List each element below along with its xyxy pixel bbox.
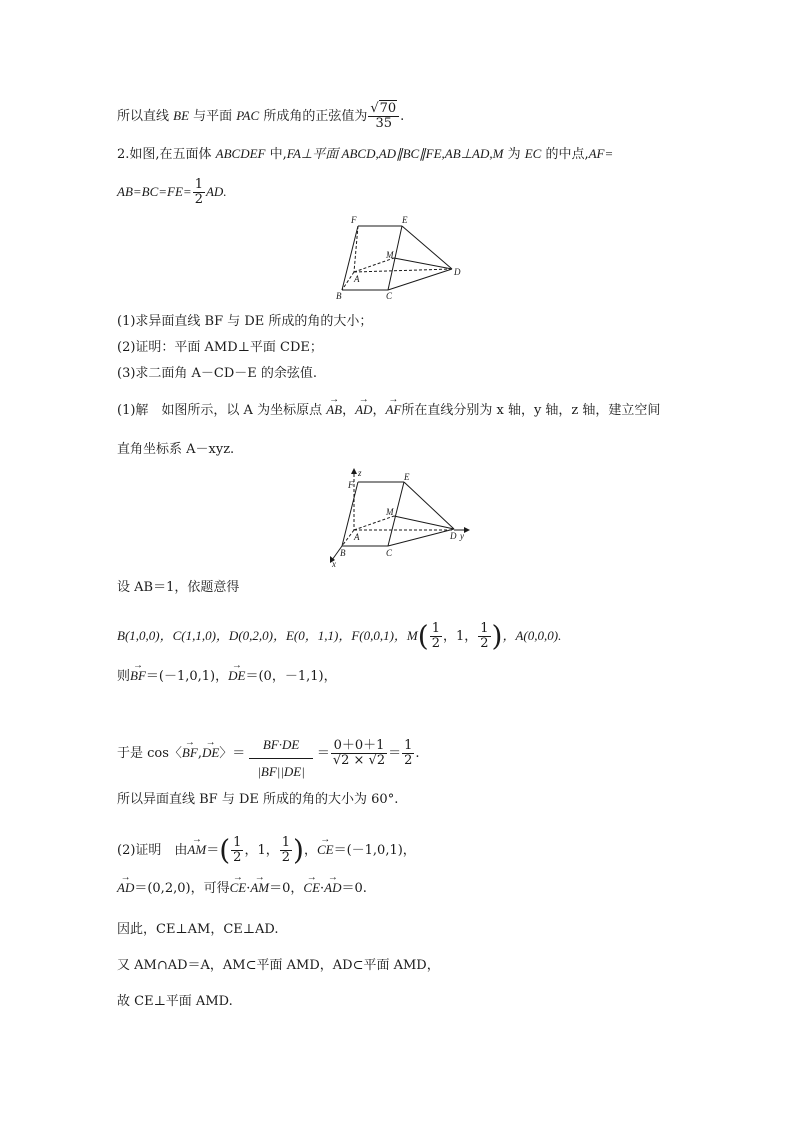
vector: → BF <box>130 668 146 684</box>
text: ＝ <box>206 843 220 858</box>
text: (1)解 如图所示，以 A 为坐标原点 <box>117 403 327 418</box>
conclusion-line-prev <box>117 102 404 131</box>
fraction <box>331 739 387 768</box>
fraction <box>193 178 205 207</box>
fraction <box>280 836 292 865</box>
denominator: 35 <box>375 116 393 131</box>
figure-coordinate-system <box>322 468 482 568</box>
vector: → AM <box>250 880 269 896</box>
denominator: 2 <box>194 192 203 207</box>
numerator: 1 <box>404 738 413 753</box>
problem-statement <box>117 146 613 163</box>
denominator: |BF||DE| <box>257 764 305 779</box>
label-E: E <box>402 215 408 225</box>
question-3: (3)求二面角 A－CD－E 的余弦值. <box>117 366 318 381</box>
also-line: 又 AM∩AD＝A，AM⊂平面 AMD，AD⊂平面 AMD， <box>117 958 440 973</box>
label-M: M <box>386 250 394 260</box>
figure-pentahedron <box>330 212 470 304</box>
question-1: (1)求异面直线 BF 与 DE 所成的角的大小； <box>117 314 373 329</box>
text: ，A(0,0,0). <box>502 628 562 643</box>
label-D: D <box>450 531 457 541</box>
text: 所以直线 <box>117 109 174 124</box>
text: ， <box>303 843 317 858</box>
angle-conclusion: 所以异面直线 BF 与 DE 所成的角的大小为 60°. <box>117 792 399 807</box>
vector: → AF <box>385 402 401 418</box>
vector: → AD <box>355 402 372 418</box>
final-line: 故 CE⊥平面 AMD. <box>117 994 233 1009</box>
text: ，1， <box>244 843 279 858</box>
problem-statement-cont <box>117 178 227 207</box>
text: 所成角的正弦值为 <box>259 109 368 124</box>
text: , <box>197 746 202 761</box>
vector: → AM <box>187 842 206 858</box>
vector: → CE <box>317 842 334 858</box>
text: ＝0， <box>269 881 304 896</box>
numerator: 1 <box>233 835 242 850</box>
label-B: B <box>336 291 342 301</box>
denominator: 2 <box>233 850 242 865</box>
text: ＝(－1,0,1)， <box>145 669 229 684</box>
text: 与平面 <box>189 109 237 124</box>
numerator: 1 <box>281 835 290 850</box>
fraction <box>231 836 243 865</box>
text: . <box>415 746 420 761</box>
text: EC <box>524 146 542 161</box>
denominator: 2 <box>404 753 413 768</box>
text: 所在直线分别为 x 轴，y 轴，z 轴，建立空间 <box>401 403 661 418</box>
text: AF= <box>588 146 614 161</box>
text: 为 <box>503 147 525 162</box>
vector: → AD <box>117 880 134 896</box>
vector: → AD <box>324 880 341 896</box>
vector: → BF <box>182 745 198 761</box>
vector: → DE <box>202 745 219 761</box>
numerator: 1 <box>480 621 489 636</box>
label-y: y <box>460 531 464 541</box>
text: ＝(0,2,0)，可得 <box>134 881 230 896</box>
text: B(1,0,0)，C(1,1,0)，D(0,2,0)，E(0，1,1)，F(0,0,1)，M <box>117 628 418 643</box>
text: ＝(－1,0,1)， <box>333 843 416 858</box>
label-C: C <box>386 291 393 301</box>
fraction <box>402 739 414 768</box>
proof-line-2 <box>117 880 367 897</box>
numerator: BF·DE <box>249 728 313 759</box>
label-x: x <box>332 559 336 568</box>
fraction <box>478 622 490 651</box>
text: ＝ <box>316 746 330 761</box>
solution-1-intro: (1)解 如图所示，以 A 为坐标原点 → AB，→ AD，→ AF所在直线分别为 x 轴，y 轴，z 轴，建立空间 <box>117 402 660 419</box>
text: ＝0. <box>341 881 367 896</box>
fraction <box>430 622 442 651</box>
text: PAC <box>236 108 260 123</box>
label-F: F <box>351 215 357 225</box>
text: BE <box>173 108 190 123</box>
denominator: √2 × √2 <box>332 753 386 768</box>
label-C: C <box>386 548 393 558</box>
text: AD. <box>205 184 227 199</box>
text: AB=BC=FE= <box>117 184 192 199</box>
denominator: 2 <box>431 636 440 651</box>
cosine-line <box>117 728 420 779</box>
text: ＝(0，－1,1)， <box>245 669 337 684</box>
denominator: 2 <box>281 850 290 865</box>
text: ABCDEF <box>215 146 266 161</box>
label-D: D <box>454 267 461 277</box>
label-B: B <box>340 548 346 558</box>
vector: → CE <box>303 880 320 896</box>
denominator: 2 <box>480 636 489 651</box>
label-A: A <box>354 532 360 542</box>
vector: → CE <box>230 880 247 896</box>
text: 则 <box>117 669 131 684</box>
label-M: M <box>386 507 394 517</box>
numerator: 1 <box>194 177 203 192</box>
text: · <box>246 881 251 896</box>
text: · <box>320 881 325 896</box>
text: 2.如图,在五面体 <box>117 147 216 162</box>
question-2: (2)证明：平面 AMD⊥平面 CDE； <box>117 340 323 355</box>
label-A: A <box>354 274 360 284</box>
fraction: $\frac{√70}{35}$ <box>368 102 399 131</box>
label-E: E <box>404 472 410 482</box>
text: 的中点, <box>541 147 589 162</box>
label-z: z <box>358 468 362 478</box>
vector: → DE <box>228 668 245 684</box>
proof-line-1: (2)证明 由→ AM＝( $\frac{1}{2}$ ，1， $\frac{1}{2}$ )，→ CE＝(－1,0,1)， <box>117 836 416 865</box>
label-F: F <box>348 480 354 490</box>
solution-1-coord: 直角坐标系 A－xyz. <box>117 442 235 457</box>
points-line: B(1,0,0)，C(1,1,0)，D(0,2,0)，E(0，1,1)，F(0,0,1)，M( $\frac{1}{2}$ ，1， $\frac{1}{2}$ )，A(0,0,0). <box>117 619 562 653</box>
assume-line: 设 AB＝1，依题意得 <box>117 580 240 595</box>
numerator: 0＋0＋1 <box>331 739 387 754</box>
numerator: 1 <box>431 621 440 636</box>
text: . <box>400 109 405 124</box>
vectors-line <box>117 668 337 685</box>
text: FA⊥平面 ABCD,AD∥BC∥FE,AB⊥AD,M <box>286 146 504 161</box>
text: ＝ <box>388 746 402 761</box>
text: 中, <box>265 147 287 162</box>
vector: → AB <box>326 402 342 418</box>
text: (2)证明 由 <box>117 843 188 858</box>
therefore-line: 因此，CE⊥AM，CE⊥AD. <box>117 922 279 937</box>
text: 〉＝ <box>219 746 246 761</box>
numerator: 70 <box>379 101 397 116</box>
text: 于是 cos〈 <box>117 746 182 761</box>
text: ，1， <box>442 629 478 644</box>
fraction <box>249 728 313 779</box>
